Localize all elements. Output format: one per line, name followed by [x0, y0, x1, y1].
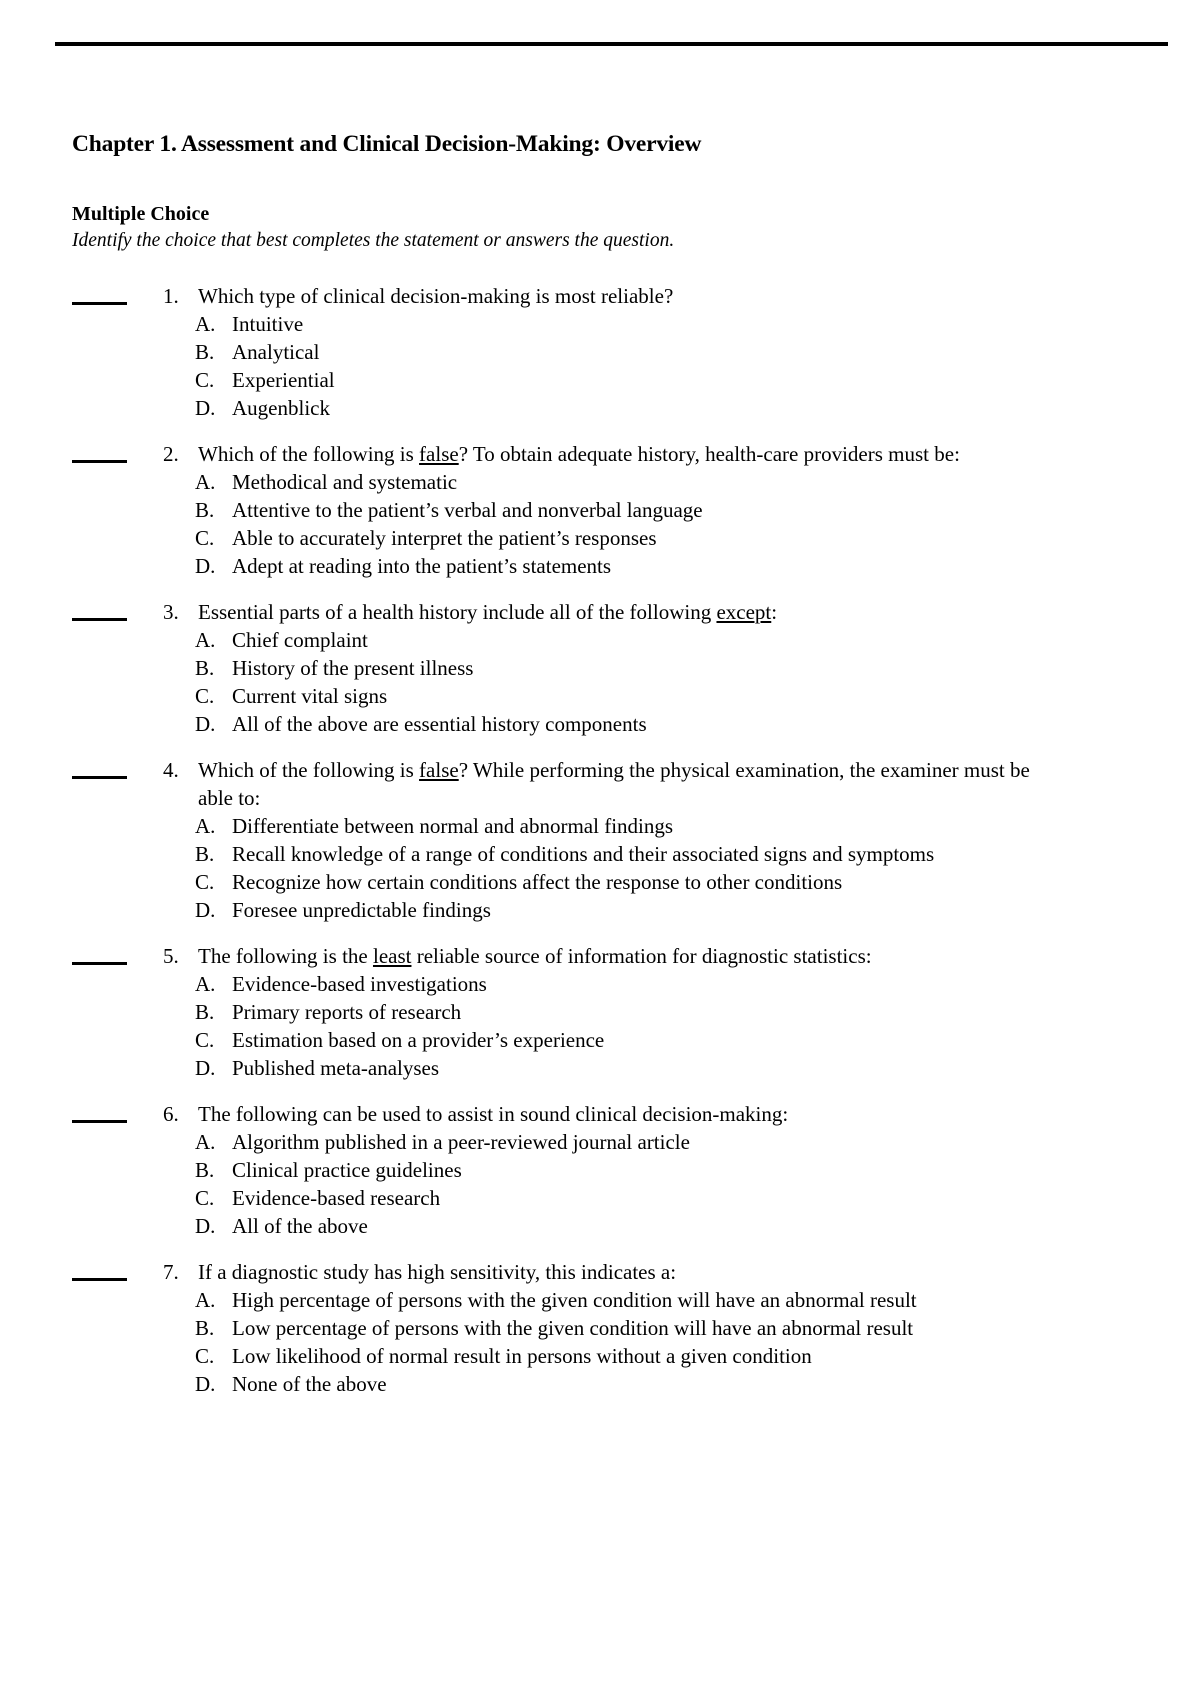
question-number: 4.: [163, 758, 179, 782]
option-letter: B.: [195, 656, 215, 680]
option-letter: D.: [195, 1214, 216, 1238]
option-text: Methodical and systematic: [232, 470, 458, 494]
option-text: None of the above: [232, 1372, 387, 1396]
option-text: Evidence-based research: [232, 1186, 441, 1210]
option-text: All of the above: [232, 1214, 368, 1238]
question-text: Which of the following is false? While performing the physical examination, the examiner must be: [198, 758, 1030, 782]
emphasis-underline: false: [419, 442, 459, 466]
option-text: Algorithm published in a peer-reviewed journal article: [232, 1130, 690, 1154]
option-text: Augenblick: [232, 396, 330, 420]
question-text: The following can be used to assist in sound clinical decision-making:: [198, 1102, 789, 1126]
option-text: Attentive to the patient’s verbal and nonverbal language: [232, 498, 703, 522]
question-text: Which of the following is false? To obtain adequate history, health-care providers must be:: [198, 442, 960, 466]
option-text: High percentage of persons with the given condition will have an abnormal result: [232, 1288, 917, 1312]
option-text: Estimation based on a provider’s experience: [232, 1028, 605, 1052]
option-letter: C.: [195, 526, 215, 550]
option-letter: D.: [195, 898, 216, 922]
answer-blank[interactable]: [72, 618, 127, 621]
option-letter: C.: [195, 684, 215, 708]
option-text: Evidence-based investigations: [232, 972, 487, 996]
question-6: [0, 1100, 1191, 1240]
emphasis-underline: least: [372, 944, 412, 968]
option-letter: A.: [195, 972, 216, 996]
answer-blank[interactable]: [72, 1278, 127, 1281]
question-4: [0, 756, 1191, 924]
option-text: Current vital signs: [232, 684, 388, 708]
option-text: Adept at reading into the patient’s statements: [232, 554, 612, 578]
question-text: If a diagnostic study has high sensitivity, this indicates a:: [198, 1260, 677, 1284]
option-letter: A.: [195, 470, 216, 494]
option-text: Intuitive: [232, 312, 304, 336]
option-text: Chief complaint: [232, 628, 368, 652]
option-letter: B.: [195, 1158, 215, 1182]
question-5: [0, 942, 1191, 1082]
option-letter: D.: [195, 712, 216, 736]
option-text: Foresee unpredictable findings: [232, 898, 491, 922]
option-text: Recall knowledge of a range of conditions and their associated signs and symptoms: [232, 842, 935, 866]
answer-blank[interactable]: [72, 776, 127, 779]
chapter-title: Chapter 1. Assessment and Clinical Decision-Making: Overview: [72, 131, 702, 157]
option-text: Able to accurately interpret the patient’s responses: [232, 526, 657, 550]
option-letter: A.: [195, 312, 216, 336]
emphasis-underline: except: [716, 600, 772, 624]
question-2: [0, 440, 1191, 580]
header-rule: [55, 42, 1168, 46]
option-letter: C.: [195, 1344, 215, 1368]
option-letter: A.: [195, 814, 216, 838]
answer-blank[interactable]: [72, 302, 127, 305]
question-number: 6.: [163, 1102, 179, 1126]
answer-blank[interactable]: [72, 460, 127, 463]
section-heading: Multiple Choice: [72, 203, 210, 225]
option-letter: A.: [195, 1288, 216, 1312]
option-text: History of the present illness: [232, 656, 474, 680]
option-letter: B.: [195, 498, 215, 522]
question-list: [0, 282, 1191, 1416]
question-text-continuation: able to:: [198, 786, 261, 810]
question-3: [0, 598, 1191, 738]
option-letter: C.: [195, 870, 215, 894]
question-text: Which type of clinical decision-making is most reliable?: [198, 284, 674, 308]
option-letter: D.: [195, 396, 216, 420]
option-text: Analytical: [232, 340, 320, 364]
option-letter: A.: [195, 1130, 216, 1154]
question-7: [0, 1258, 1191, 1398]
question-number: 2.: [163, 442, 179, 466]
question-text: The following is the least reliable source of information for diagnostic statistics:: [198, 944, 872, 968]
option-letter: C.: [195, 1028, 215, 1052]
option-text: Differentiate between normal and abnormal findings: [232, 814, 674, 838]
option-text: All of the above are essential history components: [232, 712, 647, 736]
option-text: Clinical practice guidelines: [232, 1158, 462, 1182]
question-number: 7.: [163, 1260, 179, 1284]
option-text: Published meta-analyses: [232, 1056, 440, 1080]
option-letter: D.: [195, 1372, 216, 1396]
option-letter: D.: [195, 554, 216, 578]
emphasis-underline: false: [419, 758, 459, 782]
question-number: 1.: [163, 284, 179, 308]
option-letter: B.: [195, 1316, 215, 1340]
option-text: Low percentage of persons with the given condition will have an abnormal result: [232, 1316, 914, 1340]
option-letter: A.: [195, 628, 216, 652]
option-text: Recognize how certain conditions affect the response to other conditions: [232, 870, 843, 894]
question-1: [0, 282, 1191, 422]
question-text: Essential parts of a health history include all of the following except:: [198, 600, 778, 624]
instructions-text: Identify the choice that best completes the statement or answers the question.: [72, 230, 675, 251]
answer-blank[interactable]: [72, 962, 127, 965]
option-text: Primary reports of research: [232, 1000, 462, 1024]
option-text: Low likelihood of normal result in persons without a given condition: [232, 1344, 812, 1368]
option-letter: B.: [195, 1000, 215, 1024]
question-number: 3.: [163, 600, 179, 624]
question-number: 5.: [163, 944, 179, 968]
option-letter: C.: [195, 368, 215, 392]
option-letter: C.: [195, 1186, 215, 1210]
answer-blank[interactable]: [72, 1120, 127, 1123]
option-letter: D.: [195, 1056, 216, 1080]
option-letter: B.: [195, 842, 215, 866]
option-letter: B.: [195, 340, 215, 364]
option-text: Experiential: [232, 368, 335, 392]
